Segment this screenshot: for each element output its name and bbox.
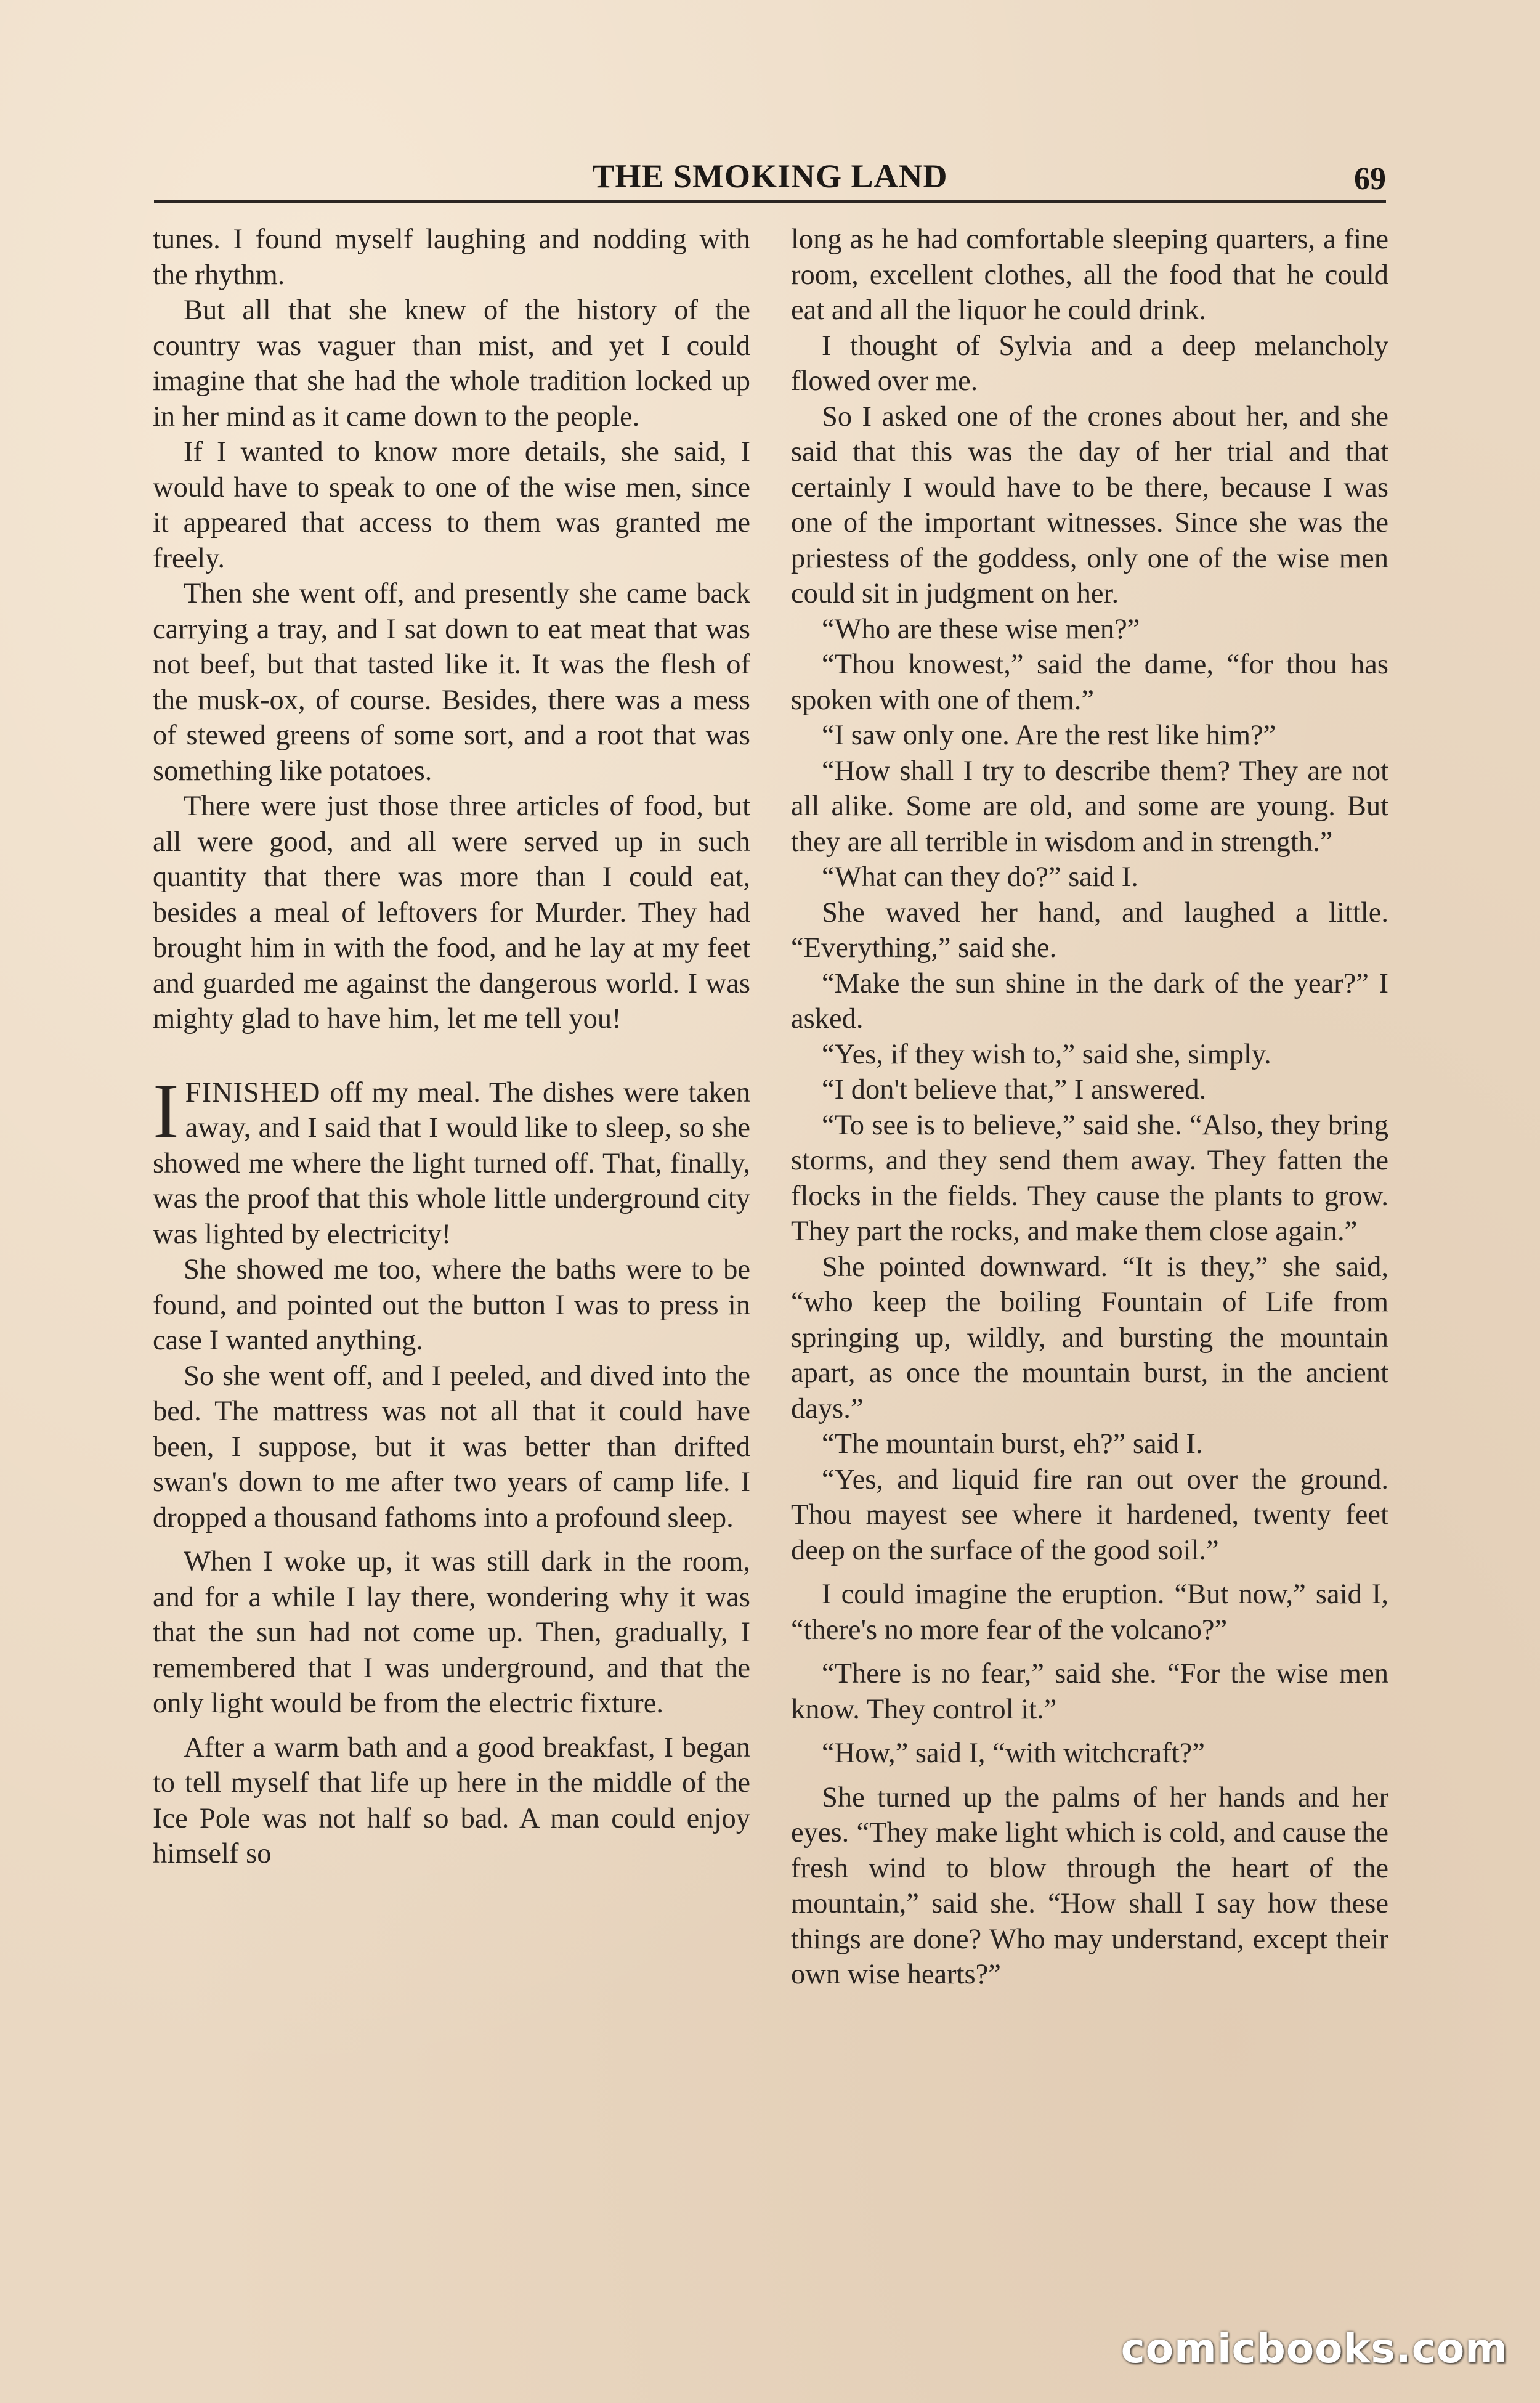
paragraph: She showed me too, where the baths were to be found, and pointed out the button I was to press in case I wanted anything. (153, 1254, 750, 1356)
dialogue: “Yes, and liquid fire ran out over the ground. Thou mayest see where it hardened, twenty feet deep on the surface of the good soil.” (791, 1463, 1388, 1566)
site-watermark: comicbooks.com (1121, 2325, 1508, 2372)
paragraph: tunes. I found myself laughing and nodding with the rhythm. (153, 224, 750, 291)
dialogue: “I saw only one. Are the rest like him?” (822, 720, 1276, 751)
page-header (154, 157, 1386, 203)
dialogue: “How shall I try to describe them? They are not all alike. Some are old, and some are young. But they are all terrible in wisdom and in strength.” (791, 755, 1388, 858)
running-title: THE SMOKING LAND (592, 158, 948, 195)
paragraph: I thought of Sylvia and a deep melancholy flowed over me. (791, 330, 1388, 397)
paragraph: Then she went off, and presently she came back carrying a tray, and I sat down to eat meat that was not beef, but that tasted like it. It was the flesh of the musk-ox, of course. Besides, there was a mess of stewed greens of some sort, and a root that was something like potatoes. (153, 578, 750, 787)
right-column (791, 222, 1388, 2243)
paragraph: When I woke up, it was still dark in the room, and for a while I lay there, wondering why it was that the sun had not come up. Then, gradually, I remembered that I was underground, and that the only light would be from the electric fixture. (153, 1546, 750, 1719)
dialogue: “What can they do?” said I. (822, 861, 1138, 893)
paragraph: She pointed downward. “It is they,” she said, “who keep the boiling Fountain of Life from springing up, wildly, and bursting the mountain apart, as once the mountain burst, in the ancient days.” (791, 1251, 1388, 1425)
paragraph: There were just those three articles of food, but all were good, and all were served up in such quantity that there was more than I could eat, besides a meal of leftovers for Murder. They had brought him in with the food, and he lay at my feet and guarded me against the dangerous world. I was mighty glad to have him, let me tell you! (153, 791, 750, 1035)
paragraph: So she went off, and I peeled, and dived into the bed. The mattress was not all that it could have been, I suppose, but it was better than drifted swan's down to me after two years of camp life. I dropped a thousand fathoms into a profound sleep. (153, 1360, 750, 1534)
dialogue: “Make the sun shine in the dark of the year?” I asked. (791, 967, 1388, 1035)
dialogue: “Yes, if they wish to,” said she, simply. (822, 1038, 1271, 1070)
paragraph: So I asked one of the crones about her, and she said that this was the day of her trial and that certainly I would have to be there, because I was one of the important witnesses. Since she was the priestess of the goddess, only one of the wise men could sit in judgment on her. (791, 400, 1388, 609)
dialogue: She waved her hand, and laughed a little. “Everything,” said she. (791, 897, 1388, 964)
paragraph: She turned up the palms of her hands and her eyes. “They make light which is cold, and cause the fresh wind to blow through the heart of the mountain,” said she. “How shall I say how these things are done? Who may understand, except their own wise hearts?” (791, 1781, 1388, 1990)
dialogue: “Thou knowest,” said the dame, “for thou has spoken with one of them.” (791, 649, 1388, 716)
dialogue: “How,” said I, “with witchcraft?” (822, 1738, 1205, 1769)
dialogue: “Who are these wise men?” (822, 613, 1140, 645)
paragraph: After a warm bath and a good breakfast, I began to tell myself that life up here in the middle of the Ice Pole was not half so bad. A man could enjoy himself so (153, 1731, 750, 1869)
left-column (153, 222, 750, 2243)
paragraph: But all that she knew of the history of the country was vaguer than mist, and yet I could imagine that she had the whole tradition locked up in her mind as it came down to the people. (153, 295, 750, 433)
paragraph: I could imagine the eruption. “But now,” said I, “there's no more fear of the volcano?” (791, 1579, 1388, 1646)
page-number: 69 (1354, 161, 1386, 197)
dialogue: “There is no fear,” said she. “For the wise men know. They control it.” (791, 1658, 1388, 1725)
dialogue: “To see is to believe,” said she. “Also, they bring storms, and they send them away. They fatten the flocks in the fields. They cause the plants to grow. They part the rocks, and make them close again.” (791, 1109, 1388, 1247)
paragraph: long as he had comfortable sleeping quarters, a fine room, excellent clothes, all the food that he could eat and all the liquor he could drink. (791, 224, 1388, 326)
lead-word: FINISHED (185, 1076, 321, 1108)
paragraph-text: off my meal. The dishes were taken away, and I said that I would like to sleep, so she showed me where the light turned off. That, finally, was the proof that this whole little underground city was lighted by electricity! (153, 1076, 750, 1250)
dialogue: “The mountain burst, eh?” said I. (822, 1428, 1203, 1460)
drop-cap: I (153, 1067, 179, 1155)
section-break-paragraph (153, 1067, 750, 1253)
dialogue: “I don't believe that,” I answered. (822, 1074, 1207, 1105)
paragraph: If I wanted to know more details, she said, I would have to speak to one of the wise men, since it appeared that access to them was granted me freely. (153, 436, 750, 574)
